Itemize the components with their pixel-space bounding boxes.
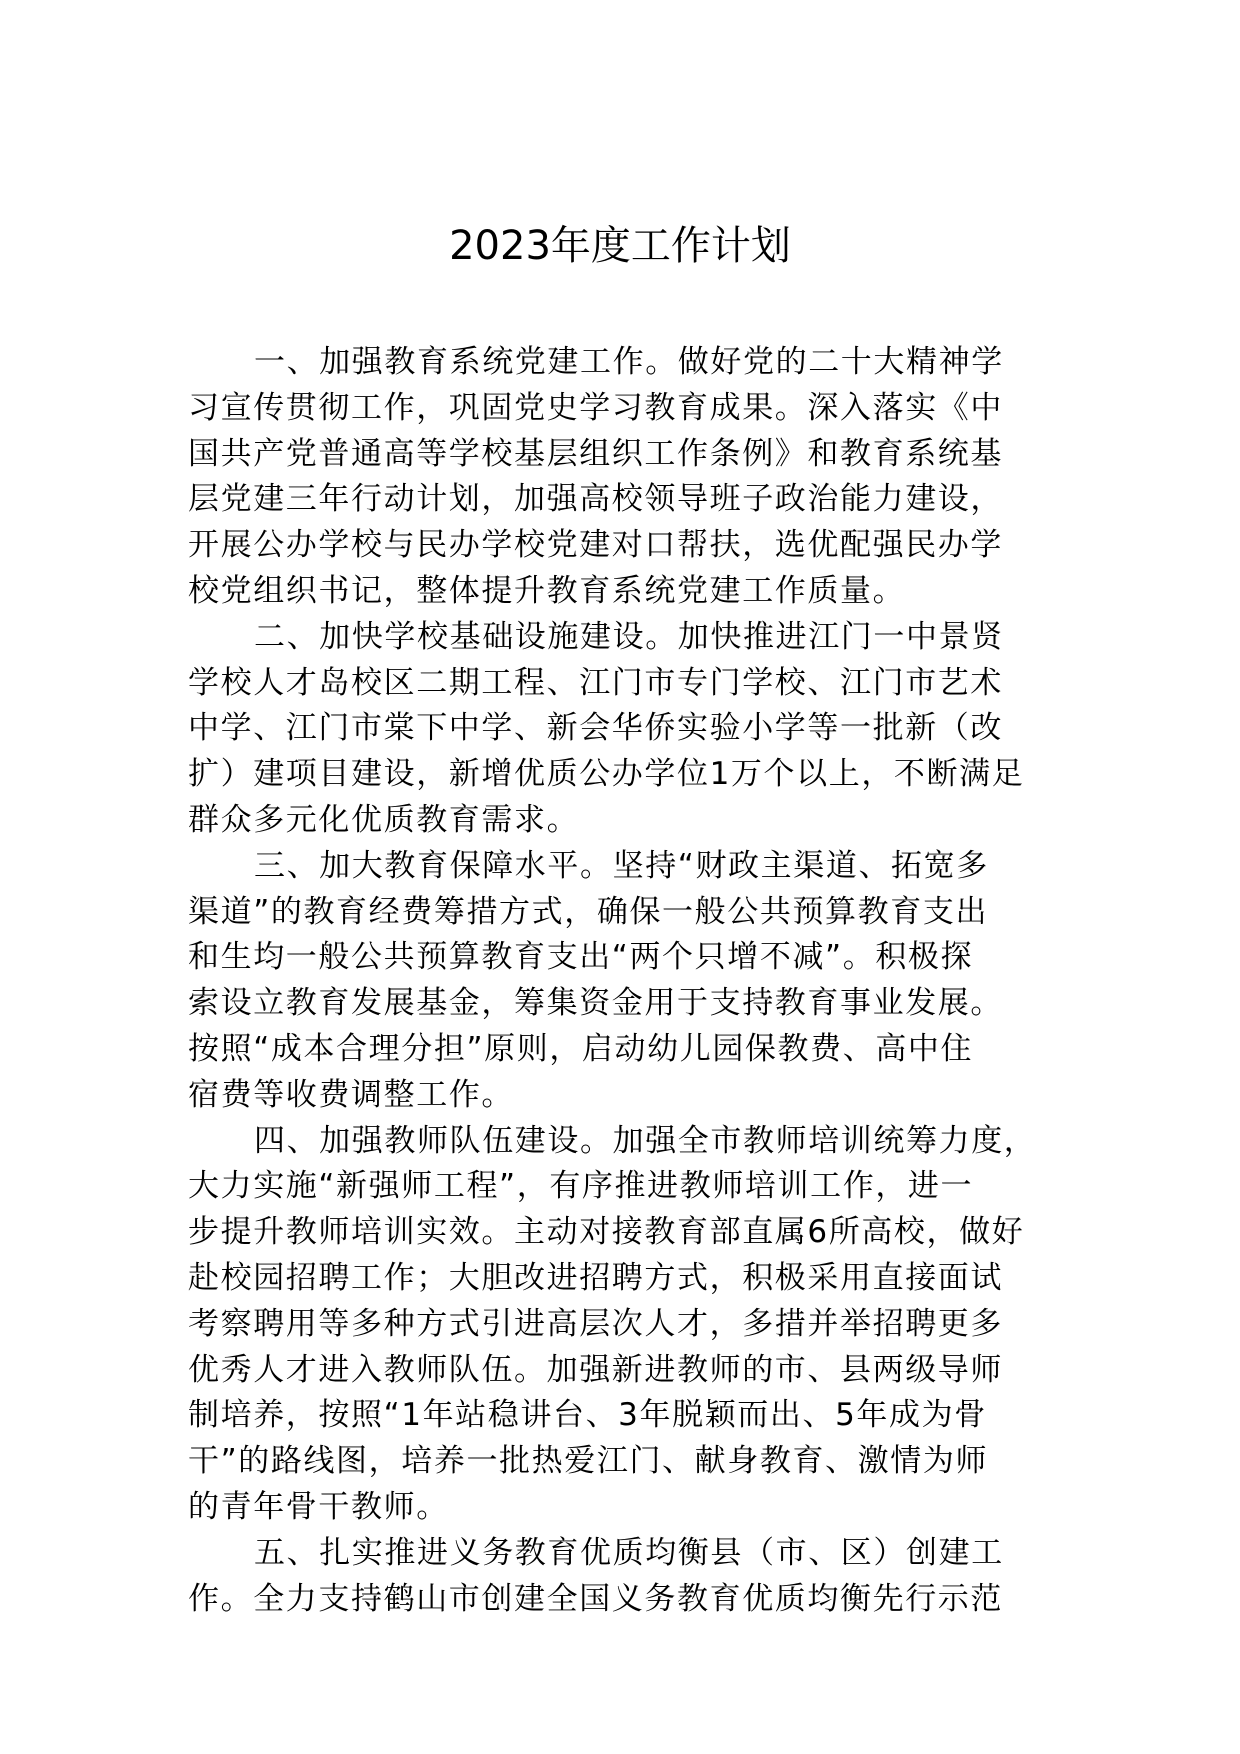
text-line: 三、加大教育保障水平。坚持“财政主渠道、拓宽多 (254, 847, 989, 884)
text-line: 五、扎实推进义务教育优质均衡县（市、区）创建工 (254, 1534, 1004, 1571)
text-line: 步提升教师培训实效。主动对接教育部直属6所高校，做好 (188, 1214, 1025, 1251)
text-line: 按照“成本合理分担”原则，启动幼儿园保教费、高中住 (188, 1030, 974, 1067)
text-line: 和生均一般公共预算教育支出“两个只增不减”。积极探 (188, 939, 974, 976)
text-line: 一、加强教育系统党建工作。做好党的二十大精神学 (254, 344, 1004, 380)
text-line: 作。全力支持鹤山市创建全国义务教育优质均衡先行示范 (188, 1580, 1003, 1617)
text-line: 四、加强教师队伍建设。加强全市教师培训统筹力度， (254, 1122, 1037, 1159)
text-line: 宿费等收费调整工作。 (188, 1076, 514, 1113)
text-line: 干”的路线图，培养一批热爱江门、献身教育、激情为师 (188, 1443, 989, 1480)
paragraph-infrastructure (188, 615, 1068, 844)
text-line: 制培养，按照“1年站稳讲台、3年脱颖而出、5年成为骨 (188, 1397, 987, 1434)
paragraph-party-building (188, 340, 1068, 615)
text-line: 索设立教育发展基金，筹集资金用于支持教育事业发展。 (188, 985, 1003, 1022)
text-line: 扩）建项目建设，新增优质公办学位1万个以上，不断满足 (188, 756, 1025, 793)
paragraph-compulsory-education (188, 1531, 1068, 1623)
document-title: 2023年度工作计划 (449, 223, 791, 269)
text-line: 中学、江门市棠下中学、新会华侨实验小学等一批新（改 (188, 710, 1003, 747)
paragraph-funding (188, 844, 1068, 1119)
text-line: 群众多元化优质教育需求。 (188, 801, 580, 838)
text-line: 国共产党普通高等学校基层组织工作条例》和教育系统基 (188, 435, 1003, 472)
text-line: 学校人才岛校区二期工程、江门市专门学校、江门市艺术 (188, 664, 1003, 701)
text-line: 考察聘用等多种方式引进高层次人才，多措并举招聘更多 (188, 1305, 1003, 1342)
text-line: 大力实施“新强师工程”，有序推进教师培训工作，进一 (188, 1168, 974, 1205)
text-line: 开展公办学校与民办学校党建对口帮扶，选优配强民办学 (188, 527, 1003, 564)
text-line: 渠道”的教育经费筹措方式，确保一般公共预算教育支出 (188, 893, 989, 930)
paragraph-teachers (188, 1119, 1068, 1531)
text-line: 习宣传贯彻工作，巩固党史学习教育成果。深入落实《中 (188, 389, 1003, 426)
text-line: 的青年骨干教师。 (188, 1488, 449, 1525)
text-line: 优秀人才进入教师队伍。加强新进教师的市、县两级导师 (188, 1351, 1003, 1388)
document-body (188, 340, 1068, 1622)
text-line: 校党组织书记，整体提升教育系统党建工作质量。 (188, 572, 906, 609)
text-line: 赴校园招聘工作；大胆改进招聘方式，积极采用直接面试 (188, 1259, 1003, 1296)
text-line: 二、加快学校基础设施建设。加快推进江门一中景贤 (254, 618, 1004, 655)
text-line: 层党建三年行动计划，加强高校领导班子政治能力建设， (188, 481, 1003, 518)
